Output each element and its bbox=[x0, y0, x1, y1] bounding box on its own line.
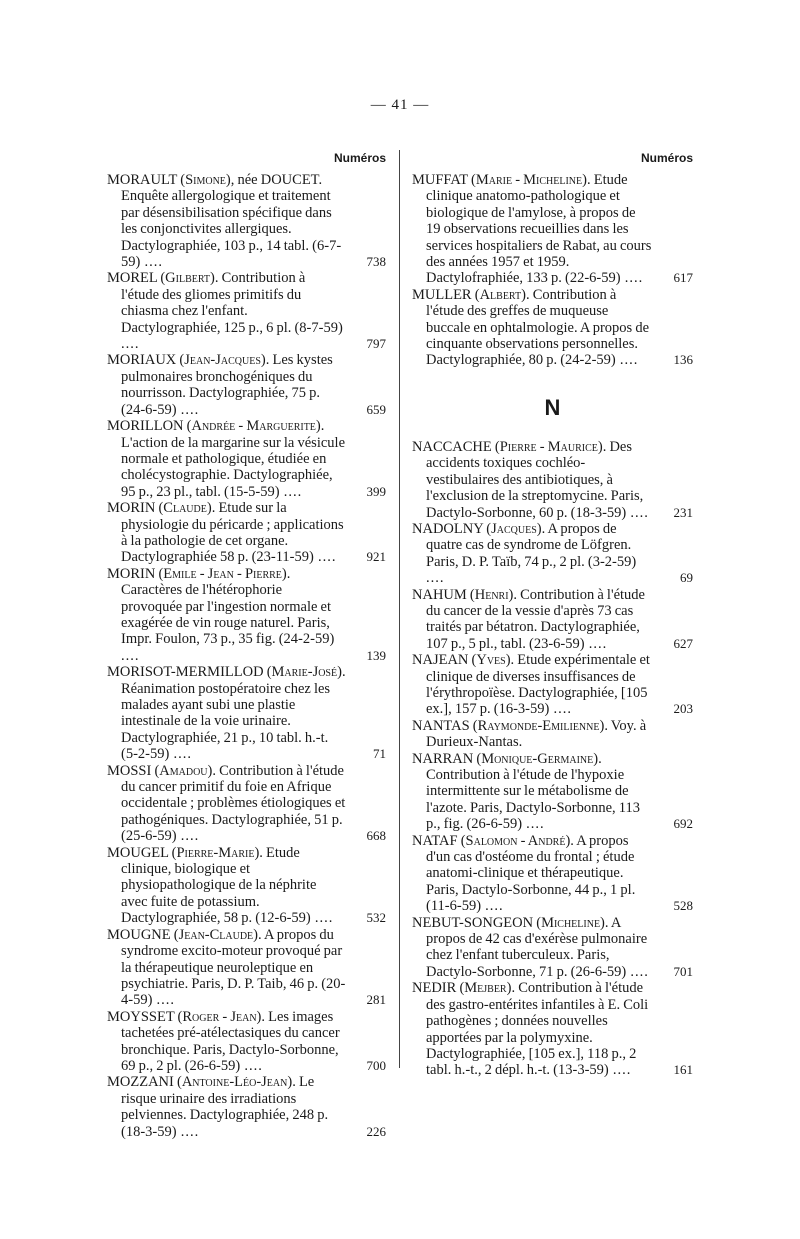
page-number: — 41 — bbox=[370, 97, 430, 113]
entry-given-names: (Marie-José) bbox=[266, 664, 342, 681]
entry-surname: MOSSI bbox=[107, 762, 152, 779]
entry-surname: NEBUT-SONGEON bbox=[412, 914, 534, 931]
entry-surname: MORIAUX bbox=[107, 352, 177, 369]
entry-number: 69 bbox=[680, 570, 693, 586]
entry-description: . A propos du syndrome excito-moteur provoqué par la thérapeutique neuroleptique en psychiatrie. Paris, D. P. Taib, 46 p. (20-4-59) bbox=[121, 926, 346, 1009]
leader-dots: .... bbox=[620, 270, 644, 287]
entry-number: 921 bbox=[366, 549, 386, 565]
section-letter: N bbox=[544, 394, 561, 420]
entry-given-names: (Claude) bbox=[158, 500, 212, 517]
column-header: Numéros bbox=[640, 151, 693, 165]
index-entry bbox=[412, 587, 693, 653]
entry-number: 136 bbox=[673, 352, 693, 368]
entry-given-names: (Albert) bbox=[474, 286, 526, 303]
entry-number: 532 bbox=[366, 910, 386, 926]
entry-surname: MUFFAT bbox=[412, 172, 468, 188]
index-entry bbox=[107, 172, 386, 270]
entry-given-names: (Emile - Jean - Pierre) bbox=[158, 565, 287, 582]
entry-given-names: (Jean-Claude) bbox=[173, 926, 258, 943]
entry-description: . Les kystes pulmonaires bronchogéniques du nourrisson. Dactylographiée, 75 p. (24-6-59) bbox=[121, 352, 333, 418]
leader-dots: .... bbox=[121, 336, 140, 353]
entry-surname: MORIN bbox=[107, 500, 156, 517]
entry-surname: NADOLNY bbox=[412, 520, 484, 537]
entry-surname: NARRAN bbox=[412, 750, 474, 767]
entry-description: . Contribution à l'étude du cancer de la vessie d'après 73 cas traités par bétatron. Dactylographiée, 107 p., 5 pl., tabl. (23-6-59) bbox=[426, 586, 645, 652]
entry-number: 617 bbox=[673, 270, 693, 286]
entry-description: , née DOUCET. Enquête allergologique et traitement par désensibilisation spécifique dans les conjonctivites allergiques. Dactylographiée, 103 p., 14 tabl. (6-7-59) bbox=[121, 172, 342, 271]
entry-given-names: (Raymonde-Emilienne) bbox=[472, 717, 605, 734]
entry-surname: MORAULT bbox=[107, 172, 178, 188]
index-entry bbox=[412, 833, 693, 915]
leader-dots: .... bbox=[310, 910, 334, 927]
index-entry bbox=[412, 751, 693, 833]
entry-surname: NAHUM bbox=[412, 586, 467, 603]
index-entry bbox=[107, 1009, 386, 1075]
entry-description: . Caractères de l'hétérophorie provoquée par l'ingestion normale et exagérée de vin rouge naturel. Paris, Impr. Foulon, 73 p., 35 fig. (24-2-59) bbox=[121, 565, 335, 648]
index-entry bbox=[107, 1074, 386, 1140]
entry-surname: MORILLON bbox=[107, 418, 184, 435]
leader-dots: .... bbox=[608, 1062, 632, 1079]
leader-dots: .... bbox=[152, 992, 176, 1009]
entry-surname: NACCACHE bbox=[412, 438, 492, 455]
leader-dots: .... bbox=[584, 635, 608, 652]
entry-surname: MOZZANI bbox=[107, 1074, 174, 1091]
entry-description: . Contribution à l'étude des gastro-entérites infantiles à E. Coli pathogènes ; données nouvelles apportées par la polymyxine. Dactylographiée, [105 ex.], 118 p., 2 tabl. h.-t., 2 dépl. h.-t. (13-3-59) bbox=[426, 980, 649, 1079]
entry-number: 668 bbox=[366, 828, 386, 844]
entry-given-names: (Salomon - André) bbox=[460, 832, 571, 849]
entry-given-names: (Simone) bbox=[180, 172, 231, 188]
entry-given-names: (Amadou) bbox=[154, 762, 213, 779]
entry-surname: MORISOT-MERMILLOD bbox=[107, 664, 264, 681]
leader-dots: .... bbox=[313, 549, 337, 566]
entry-surname: MULLER bbox=[412, 286, 472, 303]
entry-given-names: (Jacques) bbox=[486, 520, 542, 537]
entry-surname: MOYSSET bbox=[107, 1008, 175, 1025]
entry-number: 71 bbox=[373, 746, 386, 762]
entry-given-names: (Mejber) bbox=[459, 980, 512, 997]
entry-description: . L'action de la margarine sur la vésicule normale et pathologique, étudiée en cholécystographie. Dactylographiée, 95 p., 23 pl., tabl. (15-5-59) bbox=[121, 418, 346, 500]
entry-number: 692 bbox=[673, 816, 693, 832]
entry-description: . Etude clinique anatomo-pathologique et biologique de l'amylose, à propos de 19 observations recueillies dans les services hospitaliers de Rabat, au cours des années 1957 et 1959. Dactylofraphiée, 133 p. (22-6-59) bbox=[426, 172, 652, 287]
entry-description: . A propos d'un cas d'ostéome du frontal ; étude anatomi-clinique et thérapeutique. Paris, Dactylo-Sorbonne, 44 p., 1 pl. (11-6-59) bbox=[426, 832, 636, 915]
leader-dots: .... bbox=[426, 570, 445, 587]
entry-given-names: (Pierre - Maurice) bbox=[494, 438, 603, 455]
leader-dots: .... bbox=[626, 504, 649, 521]
index-entry bbox=[107, 927, 386, 1009]
entry-given-names: (Micheline) bbox=[536, 914, 605, 931]
left-column bbox=[107, 148, 386, 1140]
entry-number: 700 bbox=[366, 1057, 386, 1073]
entry-given-names: (Roger - Jean) bbox=[177, 1008, 262, 1025]
leader-dots: .... bbox=[176, 828, 200, 845]
leader-dots: .... bbox=[481, 898, 504, 915]
left-entry-list bbox=[107, 172, 386, 1140]
index-entry bbox=[107, 418, 386, 500]
index-entry bbox=[107, 566, 386, 664]
entry-given-names: (Andrée - Marguerite) bbox=[186, 418, 321, 435]
leader-dots: .... bbox=[176, 401, 200, 418]
entry-number: 281 bbox=[366, 992, 386, 1008]
entry-surname: MOUGEL bbox=[107, 844, 169, 861]
index-entry bbox=[107, 763, 386, 845]
leader-dots: .... bbox=[140, 254, 163, 271]
entry-surname: MORIN bbox=[107, 565, 156, 582]
entry-surname: NEDIR bbox=[412, 980, 457, 997]
entry-given-names: (Monique-Germaine) bbox=[476, 750, 599, 767]
leader-dots: .... bbox=[522, 816, 545, 833]
entry-number: 203 bbox=[673, 701, 693, 717]
leader-dots: .... bbox=[121, 647, 140, 664]
leader-dots: .... bbox=[549, 701, 572, 718]
right-entry-list-m bbox=[412, 172, 693, 369]
index-entry bbox=[412, 915, 693, 981]
index-entry bbox=[412, 652, 693, 718]
entry-given-names: (Yves) bbox=[471, 652, 511, 669]
entry-number: 659 bbox=[366, 401, 386, 417]
entry-surname: MOUGNE bbox=[107, 926, 171, 943]
entry-surname: NAJEAN bbox=[412, 652, 469, 669]
entry-number: 231 bbox=[673, 504, 693, 520]
column-header: Numéros bbox=[333, 151, 386, 165]
entry-surname: NATAF bbox=[412, 832, 458, 849]
entry-number: 226 bbox=[366, 1123, 386, 1139]
entry-given-names: (Pierre-Marie) bbox=[171, 844, 260, 861]
entry-given-names: (Henri) bbox=[469, 586, 514, 603]
entry-given-names: (Gilbert) bbox=[160, 270, 215, 287]
entry-number: 399 bbox=[366, 483, 386, 499]
entry-description: . Des accidents toxiques cochléo-vestibulaires des antibiotiques, à l'exclusion de la streptomycine. Paris, Dactylo-Sorbonne, 60 p. (18-3-59) bbox=[426, 438, 644, 521]
entry-surname: MOREL bbox=[107, 270, 158, 287]
entry-description: . A propos de 42 cas d'exérèse pulmonaire chez l'enfant tuberculeux. Paris, Dactylo-Sorbonne, 71 p. (26-6-59) bbox=[426, 914, 648, 980]
entry-description: . Etude expérimentale et clinique de diverses insuffisances de l'érythropoïèse. Dactylographiée, [105 ex.], 157 p. (16-3-59) bbox=[426, 652, 650, 718]
entry-description: . Contribution à l'étude des greffes de muqueuse buccale en ophtalmologie. A propos de cinquante observations personnelles. Dactylographiée, 80 p. (24-2-59) bbox=[426, 286, 650, 369]
index-entry bbox=[412, 439, 693, 521]
right-column bbox=[412, 148, 693, 1079]
entry-description: . Etude sur la physiologie du péricarde ; applications à la pathologie de cet organe. Dactylographiée 58 p. (23-11-59) bbox=[121, 500, 344, 566]
entry-number: 627 bbox=[673, 635, 693, 651]
entry-description: . Etude clinique, biologique et physiopathologique de la néphrite avec fuite de potassium. Dactylographiée, 58 p. (12-6-59) bbox=[121, 844, 317, 927]
right-entry-list-n bbox=[412, 439, 693, 1079]
entry-description: . Réanimation postopératoire chez les malades ayant subi une plastie intestinale de la voie urinaire. Dactylographiée, 21 p., 10 tabl. h.-t. (5-2-59) bbox=[121, 664, 346, 763]
leader-dots: .... bbox=[615, 352, 639, 369]
leader-dots: .... bbox=[176, 1123, 200, 1140]
leader-dots: .... bbox=[240, 1057, 263, 1074]
entry-surname: NANTAS bbox=[412, 717, 470, 734]
index-entry bbox=[412, 172, 693, 287]
index-entry bbox=[107, 664, 386, 762]
entry-description: . Le risque urinaire des irradiations pelviennes. Dactylographiée, 248 p. (18-3-59) bbox=[121, 1074, 329, 1140]
entry-given-names: (Marie - Micheline) bbox=[471, 172, 587, 188]
entry-number: 701 bbox=[673, 963, 693, 979]
column-divider bbox=[399, 150, 400, 1068]
entry-number: 139 bbox=[366, 647, 386, 663]
index-entry bbox=[107, 500, 386, 566]
entry-description: . Les images tachetées pré-atélectasiques du cancer bronchique. Paris, Dactylo-Sorbonne, 69 p., 2 pl. (26-6-59) bbox=[121, 1008, 340, 1074]
entry-description: . Contribution à l'étude du cancer primitif du foie en Afrique occidentale ; problèmes étiologiques et pathogéniques. Dactylographiée, 51 p. (25-6-59) bbox=[121, 762, 346, 845]
entry-description: . A propos de quatre cas de syndrome de Löfgren. Paris, D. P. Taïb, 74 p., 2 pl. (3-2-59) bbox=[426, 520, 637, 570]
index-entry bbox=[107, 352, 386, 418]
entry-number: 528 bbox=[673, 898, 693, 914]
entry-number: 161 bbox=[673, 1062, 693, 1078]
entry-description: . Voy. à Durieux-Nantas. bbox=[426, 717, 647, 751]
entry-number: 738 bbox=[366, 254, 386, 270]
leader-dots: .... bbox=[279, 483, 303, 500]
entry-number: 797 bbox=[366, 336, 386, 352]
leader-dots: .... bbox=[169, 746, 192, 763]
entry-given-names: (Antoine-Léo-Jean) bbox=[176, 1074, 293, 1091]
entry-description: . Contribution à l'étude de l'hypoxie intermittente sur le métabolisme de l'azote. Paris, Dactylo-Sorbonne, 113 p., fig. (26-6-59) bbox=[426, 750, 640, 833]
leader-dots: .... bbox=[626, 963, 649, 980]
index-entry bbox=[107, 845, 386, 927]
index-entry bbox=[412, 718, 693, 751]
index-entry bbox=[412, 287, 693, 369]
entry-description: . Contribution à l'étude des gliomes primitifs du chiasma chez l'enfant. Dactylographiée, 125 p., 6 pl. (8-7-59) bbox=[121, 270, 343, 336]
index-entry bbox=[412, 521, 693, 587]
entry-given-names: (Jean-Jacques) bbox=[179, 352, 266, 369]
index-entry bbox=[107, 270, 386, 352]
index-entry bbox=[412, 980, 693, 1078]
